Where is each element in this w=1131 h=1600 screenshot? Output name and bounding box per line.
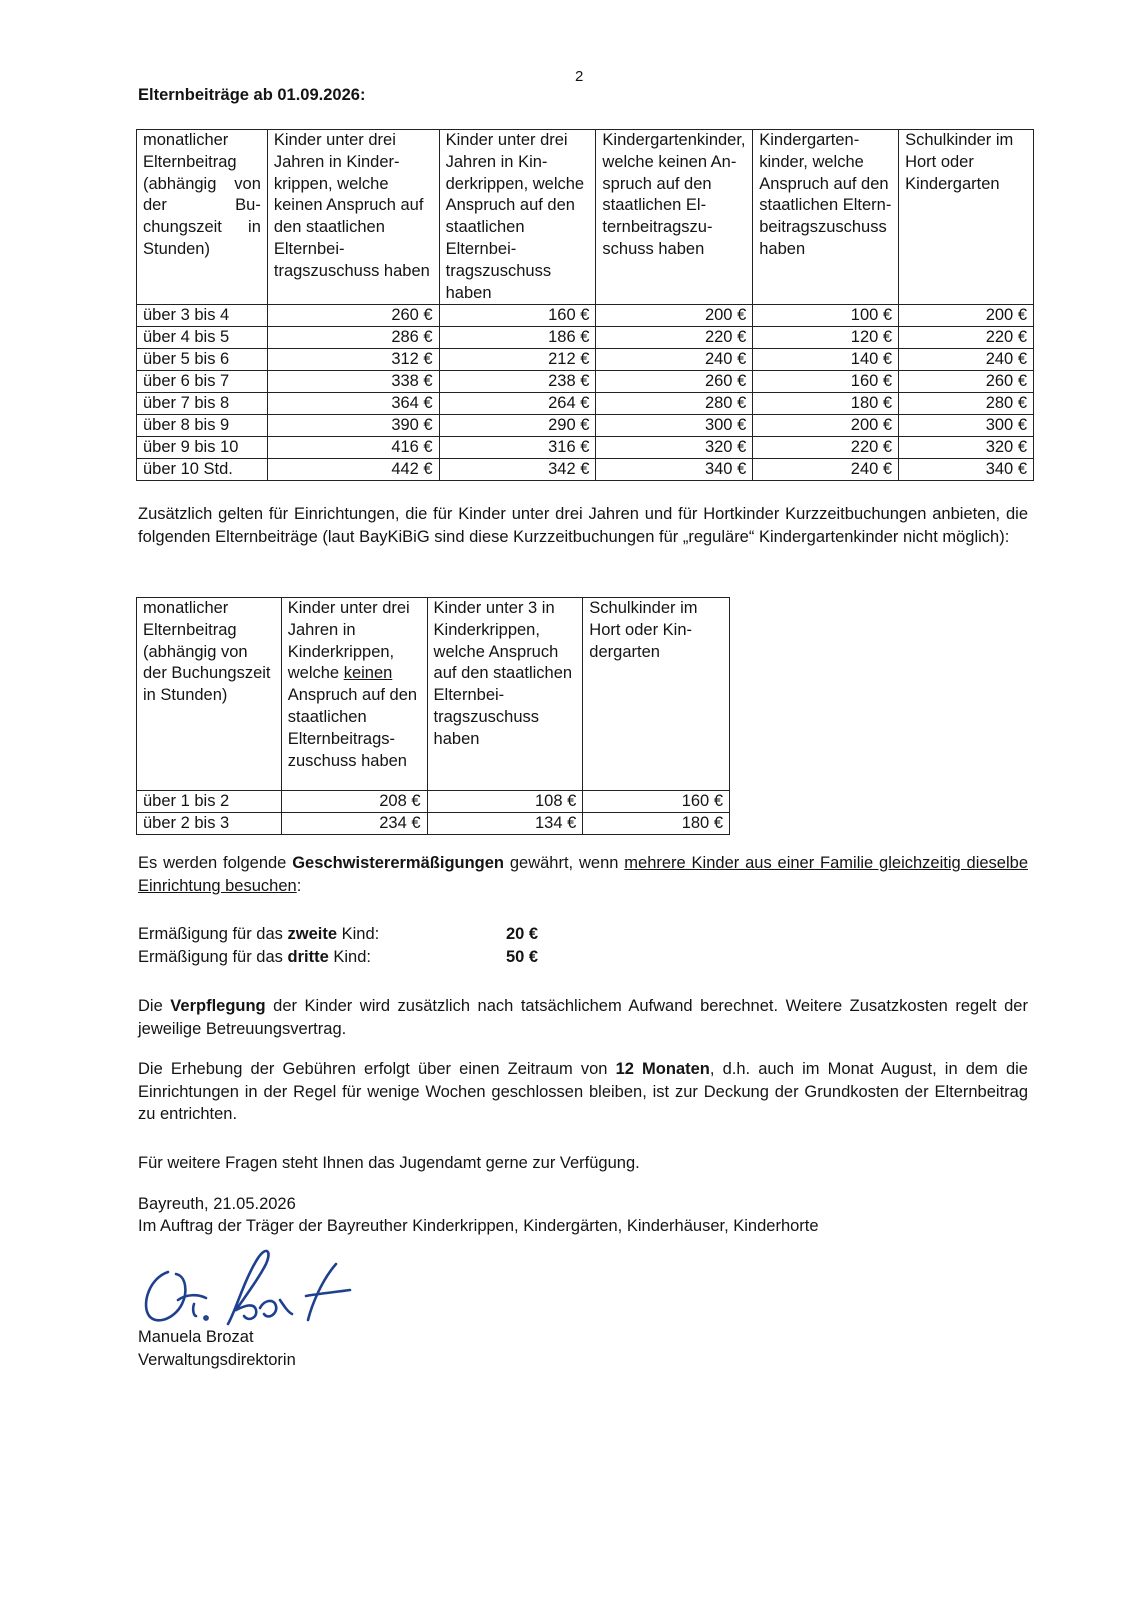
- fee-cell: 240 €: [596, 349, 753, 371]
- fee-cell: 220 €: [899, 327, 1034, 349]
- table-row: [137, 437, 1034, 459]
- fee-cell: 320 €: [596, 437, 753, 459]
- fee-cell: 208 €: [281, 791, 427, 813]
- fee-cell: 300 €: [899, 415, 1034, 437]
- fee-cell: 442 €: [267, 459, 439, 481]
- row-label-cell: über 6 bis 7: [137, 371, 268, 393]
- header-cell: Kinder unter drei Jahren in Kinderkrippen, welche keinen Anspruch auf den staatlichen Elternbeitragszuschuss haben: [267, 130, 439, 305]
- fee-cell: 340 €: [899, 459, 1034, 481]
- discount-value-third: 50 €: [506, 948, 539, 966]
- fee-cell: 280 €: [899, 393, 1034, 415]
- fee-cell: 364 €: [267, 393, 439, 415]
- table-row: [137, 327, 1034, 349]
- fee-table-short-booking: [136, 597, 730, 835]
- table-row: [137, 459, 1034, 481]
- on-behalf-line: Im Auftrag der Träger der Bayreuther Kinderkrippen, Kindergärten, Kinderhäuser, Kinderhorte: [138, 1217, 819, 1235]
- row-label-cell: über 8 bis 9: [137, 415, 268, 437]
- page-heading: Elternbeiträge ab 01.09.2026:: [138, 86, 366, 104]
- fee-cell: 240 €: [753, 459, 899, 481]
- fee-cell: 300 €: [596, 415, 753, 437]
- fee-cell: 134 €: [427, 813, 583, 835]
- fee-cell: 160 €: [753, 371, 899, 393]
- table-header-row: [137, 130, 1034, 305]
- table-row: [137, 349, 1034, 371]
- fee-cell: 320 €: [899, 437, 1034, 459]
- fee-cell: 220 €: [596, 327, 753, 349]
- signer-name: Manuela Brozat: [138, 1328, 254, 1346]
- fee-cell: 100 €: [753, 305, 899, 327]
- questions-paragraph: Für weitere Fragen steht Ihnen das Jugendamt gerne zur Verfügung.: [138, 1154, 640, 1172]
- fee-period-paragraph: Die Erhebung der Gebühren erfolgt über einen Zeitraum von 12 Monaten, d.h. auch im Monat August, in dem die Einrichtungen in der Regel für wenige Wochen geschlossen bleiben, ist zur Deckung der Grundkosten der Elternbeitrag zu entrichten.: [138, 1060, 1028, 1123]
- fee-cell: 312 €: [267, 349, 439, 371]
- fee-cell: 186 €: [439, 327, 596, 349]
- discount-value-second: 20 €: [506, 925, 539, 943]
- table-row: [137, 305, 1034, 327]
- fee-cell: 286 €: [267, 327, 439, 349]
- header-cell: Kinder unter 3 in Kinderkrippen, welche Anspruch auf den staatlichen Elternbeitragszuschuss haben: [427, 598, 583, 791]
- fee-cell: 212 €: [439, 349, 596, 371]
- header-cell: Kinder unter drei Jahren in Kinderkrippen, welche keinen Anspruch auf den staatlichen Elternbeitragszuschuss haben: [281, 598, 427, 791]
- meals-paragraph: Die Verpflegung der Kinder wird zusätzlich nach tatsächlichem Aufwand berechnet. Weitere Zusatzkosten regelt der jeweilige Betreuungsvertrag.: [138, 997, 1028, 1038]
- row-label-cell: über 1 bis 2: [137, 791, 282, 813]
- row-label-cell: über 9 bis 10: [137, 437, 268, 459]
- fee-cell: 200 €: [596, 305, 753, 327]
- sibling-discount-term: Geschwisterermäßigungen: [292, 854, 505, 872]
- fee-cell: 180 €: [753, 393, 899, 415]
- header-cell: monatlicher Elternbeitrag (abhängig von der Buchungszeit in Stunden): [137, 130, 268, 305]
- discount-row-third: Ermäßigung für das dritte Kind:: [138, 948, 371, 966]
- table-row: [137, 415, 1034, 437]
- header-cell: monatlicher Elternbeitrag (abhängig von der Buchungszeit in Stunden): [137, 598, 282, 791]
- row-label-cell: über 3 bis 4: [137, 305, 268, 327]
- table-row: [137, 393, 1034, 415]
- place-date: Bayreuth, 21.05.2026: [138, 1195, 296, 1213]
- header-cell: Schulkinder im Hort oder Kindergarten: [899, 130, 1034, 305]
- fee-cell: 200 €: [753, 415, 899, 437]
- fee-cell: 280 €: [596, 393, 753, 415]
- row-label-cell: über 7 bis 8: [137, 393, 268, 415]
- short-booking-paragraph: Zusätzlich gelten für Einrichtungen, die für Kinder unter drei Jahren und für Hortkinder Kurzzeitbuchungen anbieten, die folgenden Elternbeiträge (laut BayKiBiG sind diese Kurzzeitbuchungen für „reguläre“ Kindergartenkinder nicht möglich):: [138, 505, 1028, 546]
- header-cell: Schulkinder im Hort oder Kindergarten: [583, 598, 730, 791]
- fee-cell: 240 €: [899, 349, 1034, 371]
- table-row: [137, 791, 730, 813]
- fee-cell: 342 €: [439, 459, 596, 481]
- fee-cell: 290 €: [439, 415, 596, 437]
- header-cell: Kinder unter drei Jahren in Kinderkrippen, welche Anspruch auf den staatlichen Elternbeitragszuschuss haben: [439, 130, 596, 305]
- signer-title: Verwaltungsdirektorin: [138, 1351, 296, 1369]
- fee-cell: 264 €: [439, 393, 596, 415]
- fee-table-main: [136, 129, 1034, 481]
- fee-cell: 160 €: [583, 791, 730, 813]
- fee-cell: 316 €: [439, 437, 596, 459]
- header-cell: Kindergartenkinder, welche keinen Anspruch auf den staatlichen Elternbeitragszuschuss haben: [596, 130, 753, 305]
- fee-cell: 120 €: [753, 327, 899, 349]
- table-row: [137, 371, 1034, 393]
- row-label-cell: über 10 Std.: [137, 459, 268, 481]
- fee-cell: 140 €: [753, 349, 899, 371]
- row-label-cell: über 5 bis 6: [137, 349, 268, 371]
- table-header-row: [137, 598, 730, 791]
- fee-cell: 238 €: [439, 371, 596, 393]
- fee-cell: 416 €: [267, 437, 439, 459]
- fee-cell: 160 €: [439, 305, 596, 327]
- fee-cell: 220 €: [753, 437, 899, 459]
- sibling-discount-paragraph: Es werden folgende Geschwisterermäßigungen gewährt, wenn mehrere Kinder aus einer Familie gleichzeitig dieselbe Einrichtung besuchen:: [138, 854, 1028, 895]
- fee-cell: 338 €: [267, 371, 439, 393]
- fee-cell: 200 €: [899, 305, 1034, 327]
- page-number: 2: [575, 68, 584, 85]
- fee-cell: 340 €: [596, 459, 753, 481]
- fee-cell: 108 €: [427, 791, 583, 813]
- row-label-cell: über 4 bis 5: [137, 327, 268, 349]
- discount-row-second: Ermäßigung für das zweite Kind:: [138, 925, 380, 943]
- fee-cell: 390 €: [267, 415, 439, 437]
- fee-cell: 234 €: [281, 813, 427, 835]
- row-label-cell: über 2 bis 3: [137, 813, 282, 835]
- fee-cell: 260 €: [596, 371, 753, 393]
- fee-cell: 260 €: [267, 305, 439, 327]
- table-row: [137, 813, 730, 835]
- fee-cell: 260 €: [899, 371, 1034, 393]
- header-cell: Kindergartenkinder, welche Anspruch auf den staatlichen Elternbeitragszuschuss haben: [753, 130, 899, 305]
- fee-cell: 180 €: [583, 813, 730, 835]
